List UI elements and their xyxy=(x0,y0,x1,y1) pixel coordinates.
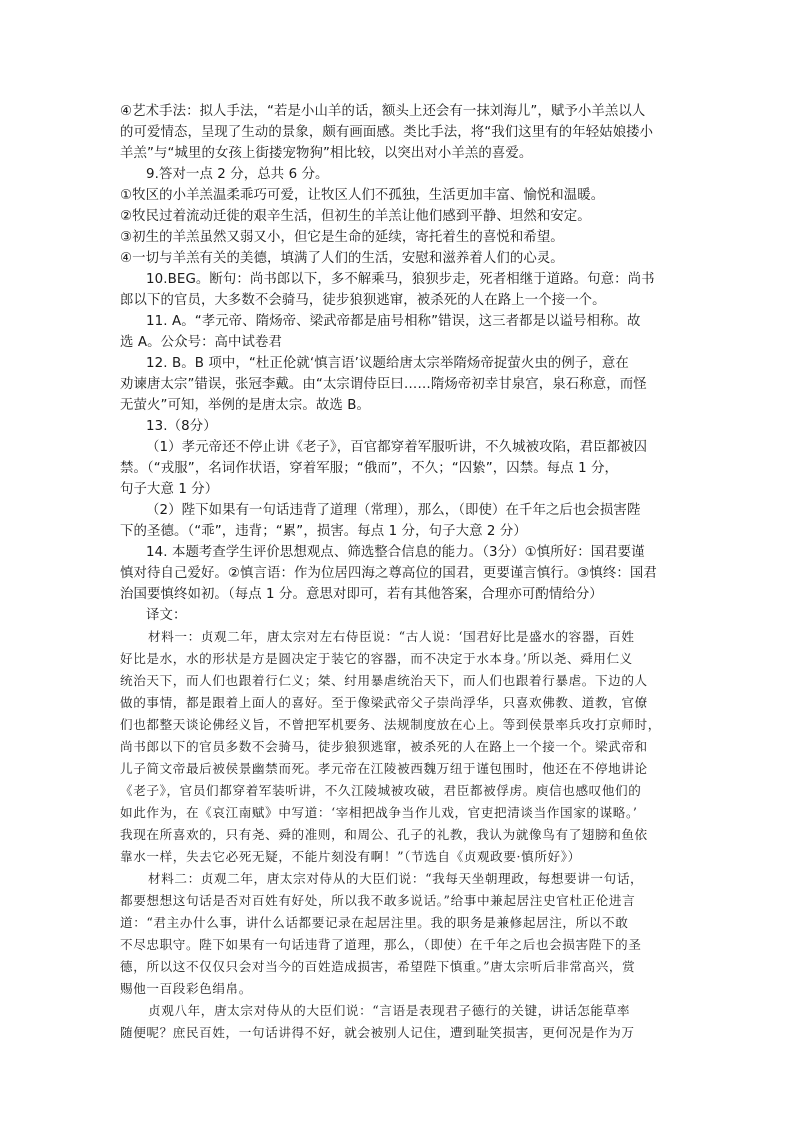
translation-line: 赐他一百段彩色绢帛。 xyxy=(120,981,252,996)
answer-line: 选 A。公众号：高中试卷君 xyxy=(120,335,283,350)
translation-line: 我现在所喜欢的，只有尧、舜的准则，和周公、孔子的礼教，我认为就像鸟有了翅膀和鱼依 xyxy=(120,827,648,842)
translation-line: 靠水一样，失去它必死无疑，不能片刻没有啊！”（节选自《贞观政要·慎所好》） xyxy=(120,849,581,864)
translation-line: 都要想想这句话是否对百姓有好处，所以我不敢多说话。”给事中兼起居注史官杜正伦进言 xyxy=(120,893,636,908)
answer-heading-14: 14. 本题考查学生评价思想观点、筛选整合信息的能力。（3分）①慎所好：国君要谨 xyxy=(146,545,645,560)
translation-line: 材料二：贞观二年，唐太宗对侍从的大臣们说：“我每天坐朝理政，每想要讲一句话， xyxy=(148,871,644,886)
answer-line: 郎以下的官员，大多数不会骑马，徒步狼狈逃窜，被杀死的人在路上一个接一个。 xyxy=(120,293,606,308)
answer-heading-11: 11. A。“孝元帝、隋炀帝、梁武帝都是庙号相称”错误，这三者都是以谥号相称。故 xyxy=(146,314,641,329)
answer-line: 无萤火”可知，举例的是唐太宗。故选 B。 xyxy=(120,398,371,413)
translation-line: 儿子简文帝最后被侯景幽禁而死。孝元帝在江陵被西魏万纽于谨包围时，他还在不停地讲论 xyxy=(120,761,648,776)
answer-line: （1）孝元帝还不停止讲《老子》，百官都穿着军服听讲，不久城被攻陷，君臣都被囚 xyxy=(146,440,648,455)
translation-line: 德，所以这不仅仅只会对当今的百姓造成损害，希望陛下慎重。”唐太宗听后非常高兴，赏 xyxy=(120,959,636,974)
answer-line: ③初生的羊羔虽然又弱又小，但它是生命的延续，寄托着生的喜悦和希望。 xyxy=(120,230,564,245)
translation-line: 《老子》，官员们都穿着军装听讲，不久江陵城被攻破，君臣都被俘虏。庾信也感叹他们的 xyxy=(120,783,642,798)
answer-line: 治国要慎终如初。（每点 1 分。意思对即可，若有其他答案，合理亦可酌情给分） xyxy=(120,587,603,602)
translation-line: 统治天下，而人们也跟着行仁义；桀、纣用暴虐统治天下，而人们也跟着行暴虐。下边的人 xyxy=(120,673,648,688)
answer-line: ④一切与羊羔有关的美德，填满了人们的生活，安慰和滋养着人们的心灵。 xyxy=(120,251,564,266)
answer-line: 禁。（“戎服”，名词作状语，穿着军服；“俄而”，不久；“囚絷”，囚禁。每点 1 分， xyxy=(120,461,619,476)
answer-line: 劝谏唐太宗”错误，张冠李戴。由“太宗谓侍臣曰……隋炀帝初幸甘泉宫，泉石称意，而怪 xyxy=(120,377,647,392)
translation-line: 随便呢？庶民百姓，一句话讲得不好，就会被别人记住，遭到耻笑损害，更何况是作为万 xyxy=(120,1025,635,1040)
answer-line: ④艺术手法：拟人手法，“若是小山羊的话，额头上还会有一抹刘海儿”，赋予小羊羔以人 xyxy=(120,104,646,119)
answer-line: 羊羔”与“城里的女孩上街搂宠物狗”相比较，以突出对小羊羔的喜爱。 xyxy=(120,146,533,161)
answer-heading-9: 9.答对一点 2 分，总共 6 分。 xyxy=(146,167,329,182)
answer-line: 的可爱情态，呈现了生动的景象，颇有画面感。类比手法，将“我们这里有的年轻姑娘搂小 xyxy=(120,125,654,140)
translation-line: 好比是水，水的形状是方是圆决定于装它的容器，而不决定于水本身。’所以尧、舜用仁义 xyxy=(120,651,633,666)
answer-line: 下的圣德。（“乖”，违背；“累”，损害。每点 1 分，句子大意 2 分） xyxy=(120,524,527,539)
translation-line: 不尽忠职守。陛下如果有一句话违背了道理，那么，（即使）在千年之后也会损害陛下的圣 xyxy=(120,937,642,952)
translation-line: 尚书郎以下的官员多数不会骑马，徒步狼狈逃窜，被杀死的人在路上一个接一个。梁武帝和 xyxy=(120,739,648,754)
answer-line: 慎对待自己爱好。②慎言语：作为位居四海之尊高位的国君，更要谨言慎行。③慎终：国君 xyxy=(120,566,657,581)
answer-line: （2）陛下如果有一句话违背了道理（常理），那么，（即使）在千年之后也会损害陛 xyxy=(146,503,641,518)
translation-line: 贞观八年，唐太宗对侍从的大臣们说：“言语是表现君子德行的关键，讲话怎能草率 xyxy=(148,1003,631,1018)
answer-line: ②牧民过着流动迁徙的艰辛生活，但初生的羊羔让他们感到平静、坦然和安定。 xyxy=(120,209,591,224)
answer-heading-12: 12. B。B 项中，“杜正伦就‘慎言语’议题给唐太宗举隋炀帝捉萤火虫的例子，意在 xyxy=(146,356,629,371)
answer-line: 句子大意 1 分） xyxy=(120,482,219,497)
answer-heading-13: 13.（8分） xyxy=(146,419,217,434)
translation-line: 们也都整天谈论佛经义旨，不曾把军机要务、法规制度放在心上。等到侯景率兵攻打京师时， xyxy=(120,717,661,732)
answer-heading-10: 10.BEG。断句：尚书郎以下，多不解乘马，狼狈步走，死者相继于道路。句意：尚书 xyxy=(146,272,655,287)
translation-line: 做的事情，都是跟着上面人的喜好。至于像梁武帝父子崇尚浮华，只喜欢佛教、道教，官僚 xyxy=(120,695,648,710)
answer-line: ①牧区的小羊羔温柔乖巧可爱，让牧区人们不孤独，生活更加丰富、愉悦和温暖。 xyxy=(120,188,605,203)
translation-heading: 译文： xyxy=(146,608,187,623)
translation-line: 道：“君主办什么事，讲什么话都要记录在起居注里。我的职务是兼修起居注，所以不敢 xyxy=(120,915,629,930)
translation-line: 材料一：贞观二年，唐太宗对左右侍臣说：“古人说：‘国君好比是盛水的容器，百姓 xyxy=(148,629,635,644)
translation-line: 如此作为，在《哀江南赋》中写道：‘宰相把战争当作儿戏，官吏把清谈当作国家的谋略。’ xyxy=(120,805,638,820)
